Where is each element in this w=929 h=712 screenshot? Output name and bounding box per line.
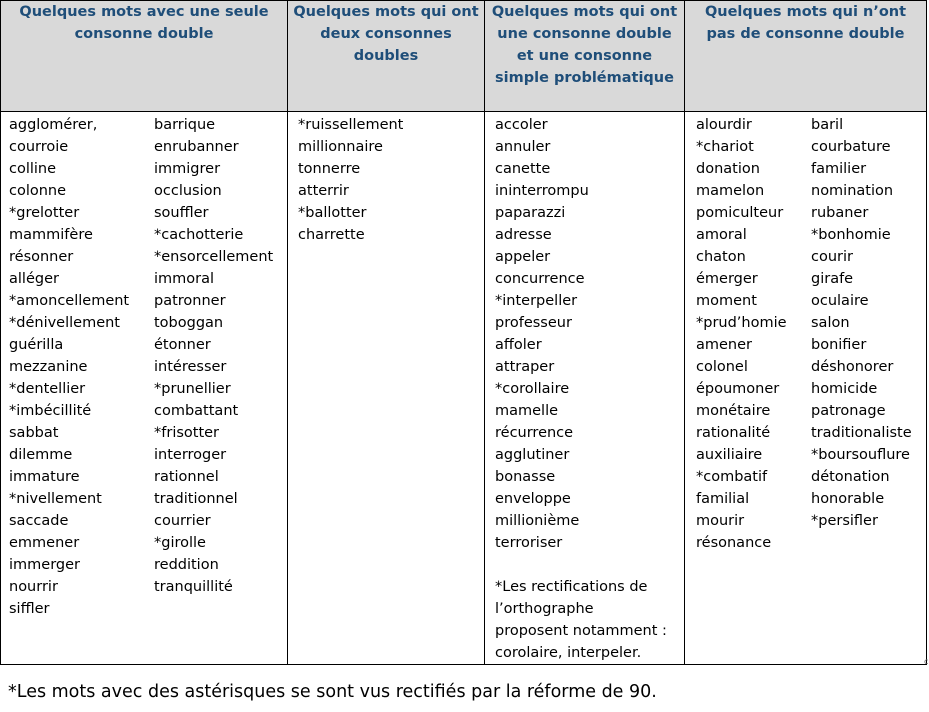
list-item: moment <box>696 293 757 309</box>
list-item: tonnerre <box>298 161 361 177</box>
list-item: dilemme <box>9 447 73 463</box>
list-item: agglutiner <box>495 447 570 463</box>
list-two-doubles <box>288 112 484 246</box>
list-item: siffler <box>9 601 50 617</box>
list-item: oculaire <box>811 293 869 309</box>
list-item: *corollaire <box>495 381 570 397</box>
list-item: immerger <box>9 557 80 573</box>
list-item: paparazzi <box>495 205 566 221</box>
list-item: accoler <box>495 117 548 133</box>
list-item: alléger <box>9 271 59 287</box>
list-item: affoler <box>495 337 542 353</box>
list-item: sabbat <box>9 425 59 441</box>
list-item: amoral <box>696 227 747 243</box>
list-item: traditionaliste <box>811 425 912 441</box>
list-item: courbature <box>811 139 891 155</box>
list-item: récurrence <box>495 425 574 441</box>
list-item: bonasse <box>495 469 556 485</box>
list-item: *imbécillité <box>9 403 92 419</box>
list-no-double-right <box>811 114 921 554</box>
list-item: *combatif <box>696 469 768 485</box>
list-item: *interpeller <box>495 293 578 309</box>
list-item: émerger <box>696 271 758 287</box>
list-item: *dentellier <box>9 381 86 397</box>
list-no-double-left <box>685 114 811 554</box>
list-item: immoral <box>154 271 215 287</box>
corner-mark: c <box>924 657 929 666</box>
list-item: résonance <box>696 535 772 551</box>
list-item: atterrir <box>298 183 349 199</box>
list-item: millionième <box>495 513 580 529</box>
list-item: époumoner <box>696 381 780 397</box>
list-item: *nivellement <box>9 491 102 507</box>
list-item: combattant <box>154 403 239 419</box>
list-item: girafe <box>811 271 854 287</box>
list-item: ininterrompu <box>495 183 589 199</box>
list-item: annuler <box>495 139 551 155</box>
list-item: alourdir <box>696 117 752 133</box>
list-single-double-right <box>154 114 284 620</box>
list-item: occlusion <box>154 183 222 199</box>
rectification-note <box>485 576 684 664</box>
list-item: étonner <box>154 337 211 353</box>
list-item: intéresser <box>154 359 227 375</box>
list-item: immature <box>9 469 80 485</box>
list-item: *grelotter <box>9 205 80 221</box>
list-item: rationnel <box>154 469 219 485</box>
list-item: *bonhomie <box>811 227 891 243</box>
list-double-and-simple <box>485 112 684 554</box>
list-item: patronage <box>811 403 886 419</box>
list-item: barrique <box>154 117 216 133</box>
list-item: détonation <box>811 469 890 485</box>
list-item: *girolle <box>154 535 206 551</box>
list-item: corolaire, interpeler. <box>495 645 642 661</box>
list-item: attraper <box>495 359 555 375</box>
list-single-double-left <box>1 114 154 620</box>
list-item: homicide <box>811 381 878 397</box>
list-item: *persifler <box>811 513 878 529</box>
list-item: canette <box>495 161 551 177</box>
header-double-and-simple: Quelques mots qui ont une consonne double et une consonne simple problématique <box>485 1 685 112</box>
cell-double-and-simple <box>485 112 685 665</box>
list-item: interroger <box>154 447 227 463</box>
header-no-double: Quelques mots qui n’ont pas de consonne double <box>685 1 927 112</box>
list-item: amener <box>696 337 753 353</box>
list-item: rationalité <box>696 425 771 441</box>
list-item: souffler <box>154 205 209 221</box>
list-item: colonne <box>9 183 67 199</box>
list-item: monétaire <box>696 403 771 419</box>
list-item: traditionnel <box>154 491 238 507</box>
list-item: colline <box>9 161 57 177</box>
header-two-doubles: Quelques mots qui ont deux consonnes doubles <box>288 1 485 112</box>
header-single-double: Quelques mots avec une seule consonne double <box>1 1 288 112</box>
list-item: *prunellier <box>154 381 231 397</box>
list-item: saccade <box>9 513 69 529</box>
list-item: mammifère <box>9 227 93 243</box>
list-item: terroriser <box>495 535 563 551</box>
cell-two-doubles <box>288 112 485 665</box>
list-item: enveloppe <box>495 491 571 507</box>
list-item: *Les rectifications de <box>495 579 648 595</box>
list-item: *amoncellement <box>9 293 130 309</box>
list-item: agglomérer, <box>9 117 98 133</box>
list-item: *ensorcellement <box>154 249 274 265</box>
list-item: honorable <box>811 491 885 507</box>
list-item: *prud’homie <box>696 315 787 331</box>
list-item: courroie <box>9 139 69 155</box>
list-item: mezzanine <box>9 359 88 375</box>
list-item: appeler <box>495 249 551 265</box>
list-item: bonifier <box>811 337 867 353</box>
list-item: mamelon <box>696 183 765 199</box>
list-item: baril <box>811 117 844 133</box>
list-item: *ruissellement <box>298 117 404 133</box>
list-item: chaton <box>696 249 746 265</box>
list-item: colonel <box>696 359 748 375</box>
list-item: salon <box>811 315 850 331</box>
list-item: résonner <box>9 249 74 265</box>
list-item: l’orthographe <box>495 601 594 617</box>
list-item: mamelle <box>495 403 559 419</box>
list-item: *chariot <box>696 139 754 155</box>
list-item: courrier <box>154 513 211 529</box>
list-item: reddition <box>154 557 219 573</box>
list-item: *boursouflure <box>811 447 910 463</box>
list-item: rubaner <box>811 205 869 221</box>
list-item: courir <box>811 249 853 265</box>
list-item: familier <box>811 161 867 177</box>
list-item: tranquillité <box>154 579 233 595</box>
list-item: nomination <box>811 183 894 199</box>
list-item: familial <box>696 491 750 507</box>
list-item: auxiliaire <box>696 447 763 463</box>
list-item: millionnaire <box>298 139 383 155</box>
list-item: déshonorer <box>811 359 894 375</box>
list-item: adresse <box>495 227 552 243</box>
list-item: concurrence <box>495 271 585 287</box>
list-item: *ballotter <box>298 205 367 221</box>
header-row <box>1 1 927 112</box>
cell-no-double <box>685 112 927 665</box>
list-item: enrubanner <box>154 139 239 155</box>
list-item: mourir <box>696 513 745 529</box>
list-item: charrette <box>298 227 365 243</box>
list-item: guérilla <box>9 337 64 353</box>
list-item: donation <box>696 161 760 177</box>
list-item: professeur <box>495 315 572 331</box>
list-item: pomiculteur <box>696 205 784 221</box>
list-item: patronner <box>154 293 226 309</box>
list-item: immigrer <box>154 161 221 177</box>
list-item: *frisotter <box>154 425 220 441</box>
list-item: *dénivellement <box>9 315 120 331</box>
body-row <box>1 112 927 665</box>
list-item: *cachotterie <box>154 227 244 243</box>
list-item: emmener <box>9 535 80 551</box>
list-item: nourrir <box>9 579 58 595</box>
list-item: proposent notamment : <box>495 623 667 639</box>
cell-single-double <box>1 112 288 665</box>
list-item: toboggan <box>154 315 224 331</box>
footnote: *Les mots avec des astérisques se sont vus rectifiés par la réforme de 90. <box>8 682 657 702</box>
